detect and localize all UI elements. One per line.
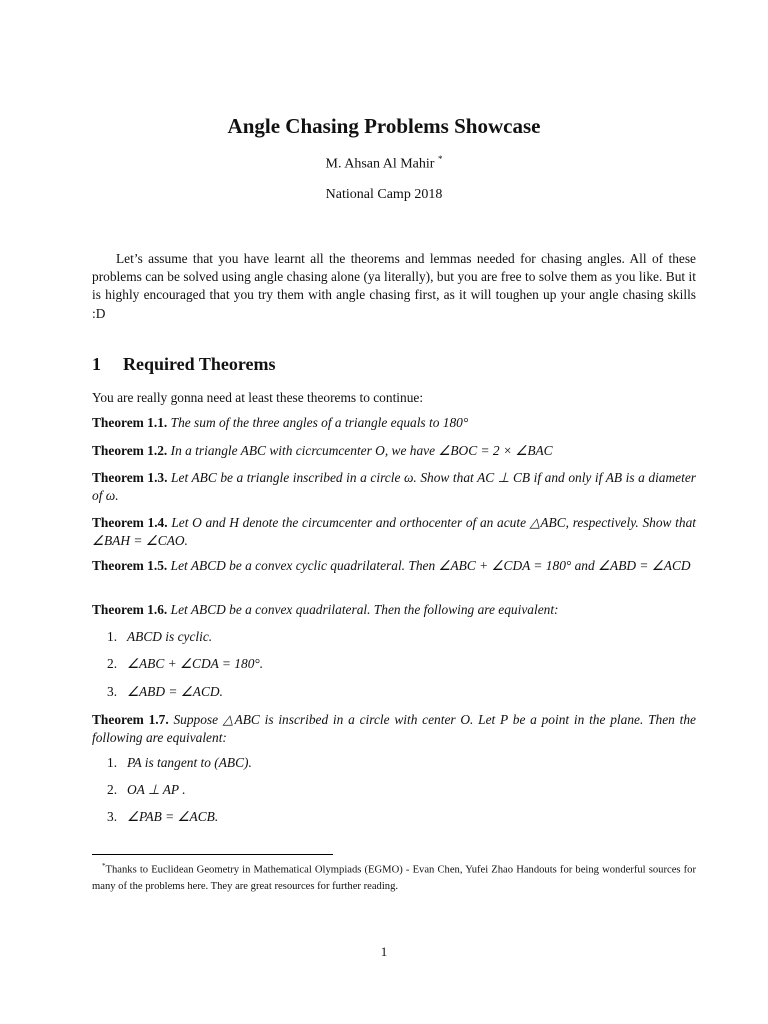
theorem-1-5 (92, 557, 696, 575)
theorem-statement: Suppose △ABC is inscribed in a circle with center O. Let P be a point in the plane. Then the following are equivalent: (92, 712, 696, 746)
list-number: 1. (107, 629, 118, 644)
theorem-statement: Let ABC be a triangle inscribed in a circle ω. Show that AC ⊥ CB if and only if AB is a diameter of ω. (92, 470, 696, 504)
theorem-statement: The sum of the three angles of a triangle equals to 180° (170, 415, 469, 430)
author-line (0, 154, 768, 173)
theorem-1-1 (92, 414, 696, 432)
theorem-statement: Let ABCD be a convex quadrilateral. Then the following are equivalent: (170, 602, 559, 617)
theorem-label: Theorem 1.5. (92, 558, 168, 573)
footnote-mark: * (102, 862, 106, 870)
section-number: 1 (92, 354, 101, 374)
event-line: National Camp 2018 (325, 187, 443, 202)
list-item (107, 684, 223, 700)
list-item (107, 782, 186, 798)
list-item (107, 755, 252, 771)
theorem-label: Theorem 1.2. (92, 443, 168, 458)
theorem-label: Theorem 1.4. (92, 515, 168, 530)
theorem-statement: Let ABCD be a convex cyclic quadrilateral. Then ∠ABC + ∠CDA = 180° and ∠ABD = ∠ACD (170, 558, 691, 573)
section-intro: You are really gonna need at least these theorems to continue: (92, 390, 424, 405)
author-footnote-mark: * (437, 154, 443, 164)
theorem-label: Theorem 1.1. (92, 415, 168, 430)
theorem-1-4 (92, 514, 696, 550)
list-number: 3. (107, 684, 118, 699)
page-number: 1 (380, 944, 388, 959)
theorem-1-7 (92, 711, 696, 747)
section-heading (92, 354, 276, 375)
page-title: Angle Chasing Problems Showcase (227, 114, 541, 138)
footnote-rule (92, 854, 333, 855)
footnote (92, 858, 696, 895)
list-item (107, 809, 218, 825)
footnote-text: Thanks to Euclidean Geometry in Mathematical Olympiads (EGMO) - Evan Chen, Yufei Zhao Handouts for being wonderful sources for many of the problems here. They are great resources for further reading. (92, 864, 696, 892)
theorem-1-3 (92, 469, 696, 505)
theorem-statement: In a triangle ABC with cicrcumcenter O, we have ∠BOC = 2 × ∠BAC (170, 443, 553, 458)
list-number: 2. (107, 782, 118, 797)
list-item (107, 629, 212, 645)
list-number: 3. (107, 809, 118, 824)
list-text: ABCD is cyclic. (127, 629, 213, 644)
list-number: 1. (107, 755, 118, 770)
list-text: ∠ABC + ∠CDA = 180°. (127, 656, 264, 671)
theorem-1-6 (92, 601, 696, 619)
theorem-label: Theorem 1.3. (92, 470, 168, 485)
list-text: PA is tangent to (ABC). (127, 755, 252, 770)
author-name: M. Ahsan Al Mahir (325, 156, 435, 172)
theorem-label: Theorem 1.7. (92, 712, 169, 727)
section-title: Required Theorems (123, 354, 276, 374)
theorem-1-2 (92, 442, 696, 460)
list-text: OA ⊥ AP . (127, 782, 186, 797)
list-text: ∠ABD = ∠ACD. (127, 684, 223, 699)
list-text: ∠PAB = ∠ACB. (127, 809, 219, 824)
list-number: 2. (107, 656, 118, 671)
list-item (107, 656, 263, 672)
theorem-statement: Let O and H denote the circumcenter and orthocenter of an acute △ABC, respectively. Show that ∠BAH = ∠CAO. (92, 515, 696, 549)
abstract-paragraph: Let’s assume that you have learnt all the theorems and lemmas needed for chasing angles. All of these problems can be solved using angle chasing alone (ya literally), but you are free to solve them as you like. But it is highly encouraged that you try them with angle chasing first, as it will toughen up your angle chasing skills :D (92, 251, 696, 321)
theorem-label: Theorem 1.6. (92, 602, 168, 617)
